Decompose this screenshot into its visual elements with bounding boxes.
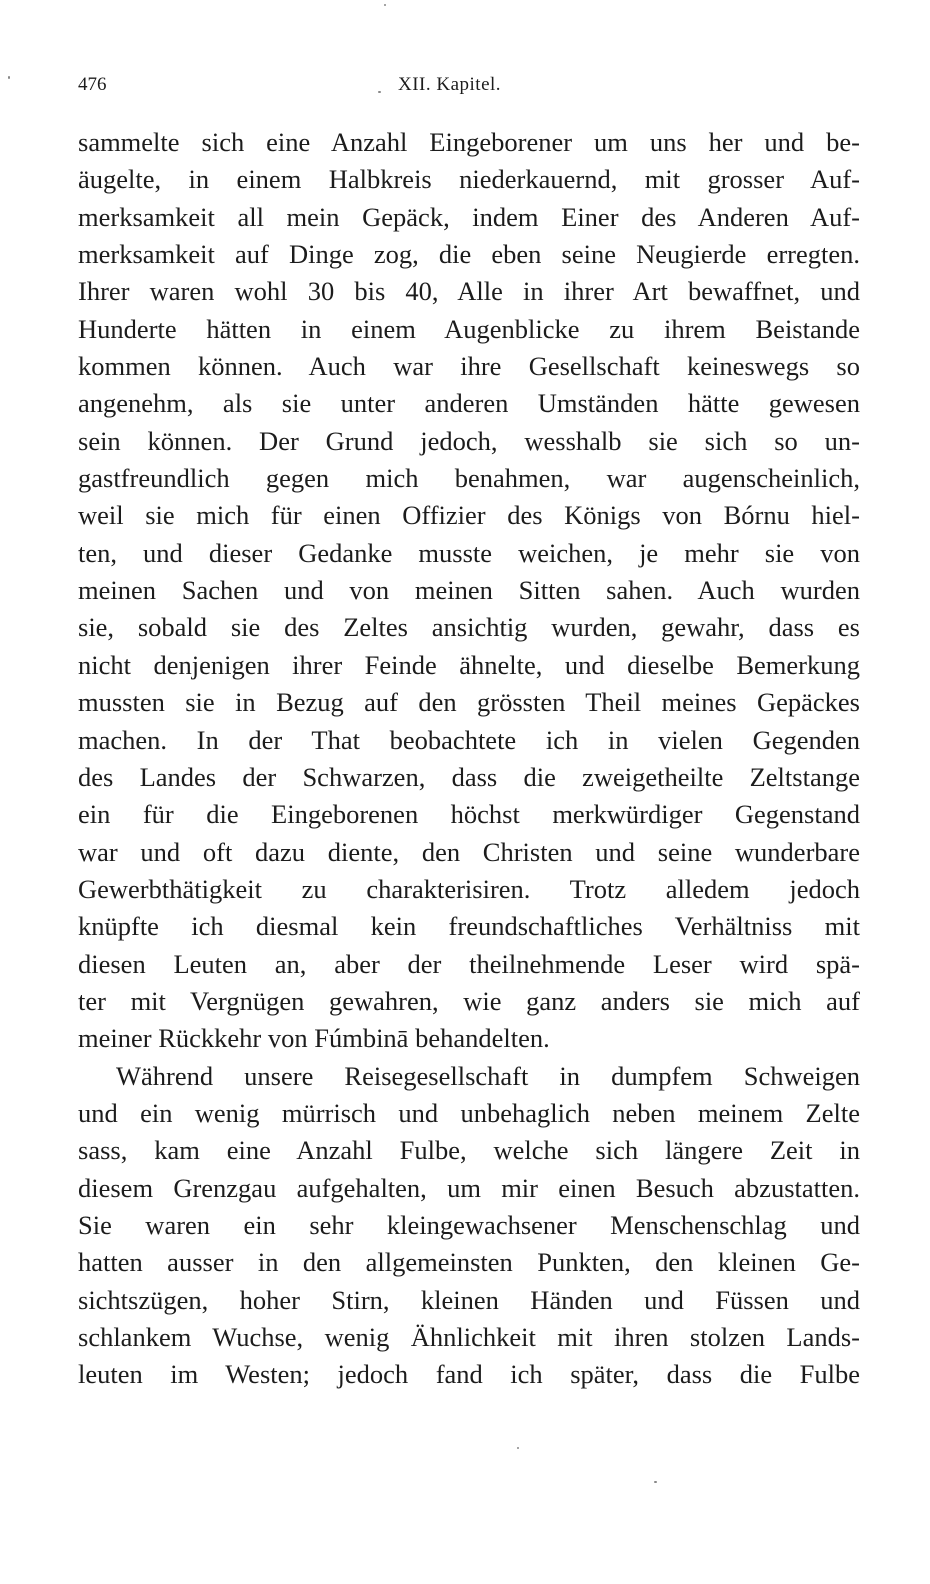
print-speck	[378, 91, 381, 93]
text-line: hatten ausser in den allgemeinsten Punkten, den kleinen Ge-	[78, 1247, 860, 1278]
text-line: diesem Grenzgau aufgehalten, um mir einen Besuch abzustatten.	[78, 1172, 860, 1203]
text-line: Ihrer waren wohl 30 bis 40, Alle in ihrer Art bewaffnet, und	[78, 276, 860, 307]
text-line: sichtszügen, hoher Stirn, kleinen Händen und Füssen und	[78, 1284, 860, 1315]
body-text	[78, 124, 860, 1394]
text-line: merksamkeit all mein Gepäck, indem Einer des Anderen Auf-	[78, 201, 860, 232]
text-line: Sie waren ein sehr kleingewachsener Menschenschlag und	[78, 1209, 860, 1240]
text-line: ter mit Vergnügen gewahren, wie ganz anders sie mich auf	[78, 985, 860, 1016]
text-line: knüpfte ich diesmal kein freundschaftliches Verhältniss mit	[78, 911, 860, 942]
running-head: XII. Kapitel.	[398, 74, 502, 95]
print-speck	[517, 1447, 519, 1449]
paragraph-end-line: meiner Rückkehr von Fúmbinā behandelten.	[78, 1023, 550, 1054]
text-line: sein können. Der Grund jedoch, wesshalb sie sich so un-	[78, 425, 860, 456]
print-speck	[8, 76, 10, 79]
text-line: war und oft dazu diente, den Christen und seine wunderbare	[78, 836, 860, 867]
text-line: und ein wenig mürrisch und unbehaglich neben meinem Zelte	[78, 1097, 860, 1128]
text-line: schlankem Wuchse, wenig Ähnlichkeit mit ihren stolzen Lands-	[78, 1322, 860, 1352]
text-line: mussten sie in Bezug auf den grössten Theil meines Gepäckes	[78, 687, 860, 718]
text-line: des Landes der Schwarzen, dass die zweigetheilte Zeltstange	[78, 761, 860, 792]
print-speck	[654, 1481, 657, 1483]
text-line: Hunderte hätten in einem Augenblicke zu ihrem Beistande	[78, 313, 860, 344]
text-line: sass, kam eine Anzahl Fulbe, welche sich längere Zeit in	[78, 1135, 860, 1166]
text-line: sie, sobald sie des Zeltes ansichtig wurden, gewahr, dass es	[78, 612, 860, 643]
text-line: weil sie mich für einen Offizier des Königs von Bórnu hiel-	[78, 500, 860, 531]
paragraph-start-line: Während unsere Reisegesellschaft in dumpfem Schweigen	[116, 1060, 860, 1091]
text-line: sammelte sich eine Anzahl Eingeborener um uns her und be-	[78, 127, 860, 157]
text-line: ten, und dieser Gedanke musste weichen, je mehr sie von	[78, 537, 860, 568]
text-line: kommen können. Auch war ihre Gesellschaft keineswegs so	[78, 351, 860, 382]
text-line: meinen Sachen und von meinen Sitten sahen. Auch wurden	[78, 575, 860, 606]
text-line: machen. In der That beobachtete ich in vielen Gegenden	[78, 724, 860, 755]
text-line: angenehm, als sie unter anderen Umständen hätte gewesen	[78, 388, 860, 419]
text-line: ein für die Eingeborenen höchst merkwürdiger Gegenstand	[78, 799, 860, 830]
text-line: Gewerbthätigkeit zu charakterisiren. Trotz alledem jedoch	[78, 873, 860, 904]
text-line: gastfreundlich gegen mich benahmen, war augenscheinlich,	[78, 463, 860, 494]
print-speck	[384, 4, 386, 6]
text-line: nicht denjenigen ihrer Feinde ähnelte, und dieselbe Bemerkung	[78, 649, 860, 680]
page-header	[78, 74, 860, 104]
text-line: merksamkeit auf Dinge zog, die eben seine Neugierde erregten.	[78, 239, 860, 270]
page-number: 476	[78, 74, 107, 95]
text-line: äugelte, in einem Halbkreis niederkauernd, mit grosser Auf-	[78, 164, 860, 195]
text-line: leuten im Westen; jedoch fand ich später, dass die Fulbe	[78, 1359, 860, 1390]
text-line: diesen Leuten an, aber der theilnehmende Leser wird spä-	[78, 948, 860, 979]
